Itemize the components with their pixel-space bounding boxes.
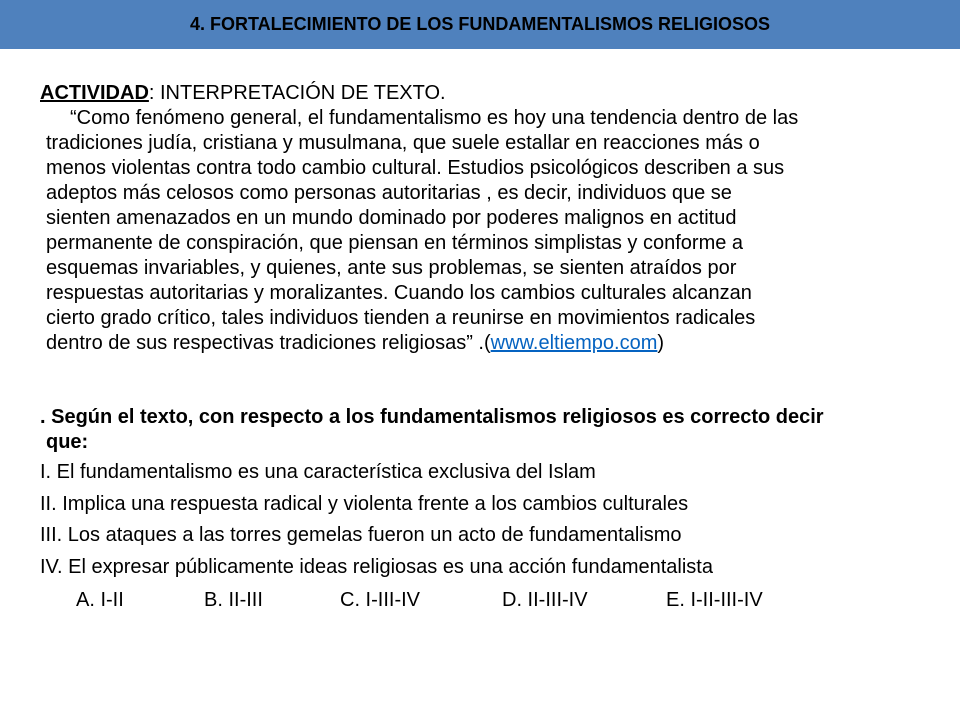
quote-line: esquemas invariables, y quienes, ante sus problemas, se sienten atraídos por [46, 257, 737, 279]
quote-line: tradiciones judía, cristiana y musulmana, que suele estallar en reacciones más o [46, 132, 760, 154]
quote-line: cierto grado crítico, tales individuos tienden a reunirse en movimientos radicales [46, 307, 756, 329]
statement-item: III. Los ataques a las torres gemelas fueron un acto de fundamentalismo [40, 524, 682, 546]
statement-item: I. El fundamentalismo es una característica exclusiva del Islam [40, 461, 596, 483]
quote-line: adeptos más celosos como personas autoritarias , es decir, individuos que se [46, 182, 732, 204]
answer-option[interactable]: C. I-III-IV [340, 589, 420, 611]
answer-option[interactable]: A. I-II [76, 589, 124, 611]
source-link[interactable]: www.eltiempo.com [490, 332, 658, 354]
statement-item: IV. El expresar públicamente ideas religiosas es una acción fundamentalista [40, 556, 713, 578]
quote-line: sienten amenazados en un mundo dominado por poderes malignos en actitud [46, 207, 737, 229]
activity-subtitle: : INTERPRETACIÓN DE TEXTO. [148, 82, 446, 104]
quote-line: respuestas autoritarias y moralizantes. Cuando los cambios culturales alcanzan [46, 282, 752, 304]
answer-option[interactable]: B. II-III [204, 589, 263, 611]
question-line: . Según el texto, con respecto a los fundamentalismos religiosos es correcto decir [40, 406, 824, 428]
quote-close: ) [657, 332, 665, 354]
answer-option[interactable]: E. I-II-III-IV [666, 589, 763, 611]
title-banner [0, 0, 960, 49]
activity-label: ACTIVIDAD [40, 82, 149, 104]
statement-item: II. Implica una respuesta radical y violenta frente a los cambios culturales [40, 493, 689, 515]
activity-heading [40, 81, 446, 105]
quote-text: dentro de sus respectivas tradiciones religiosas” .( [46, 332, 491, 354]
quote-line: menos violentas contra todo cambio cultural. Estudios psicológicos describen a sus [46, 157, 785, 179]
question-line: que: [46, 431, 89, 453]
slide-title: 4. FORTALECIMIENTO DE LOS FUNDAMENTALISMOS RELIGIOSOS [189, 14, 771, 34]
answer-option[interactable]: D. II-III-IV [502, 589, 588, 611]
quote-last-line [46, 331, 664, 355]
quote-line: “Como fenómeno general, el fundamentalismo es hoy una tendencia dentro de las [70, 107, 799, 129]
quote-line: permanente de conspiración, que piensan en términos simplistas y conforme a [46, 232, 744, 254]
